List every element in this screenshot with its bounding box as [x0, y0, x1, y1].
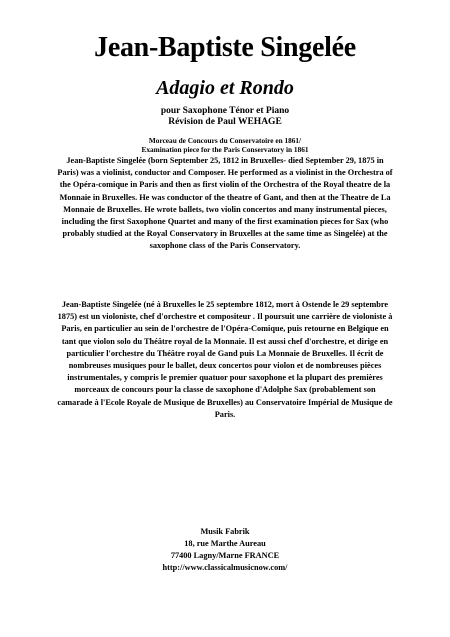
conservatory-note-fr: Morceau de Concours du Conservatoire en 1861/	[148, 136, 302, 145]
work-title: Adagio et Rondo	[156, 77, 294, 99]
revision-line: Révision de Paul WEHAGE	[168, 117, 282, 127]
publisher-block	[0, 526, 450, 574]
instrumentation-line: pour Saxophone Ténor et Piano	[160, 106, 290, 116]
publisher-website[interactable]: http://www.classicalmusicnow.com/	[162, 563, 288, 572]
conservatory-note-en: Examination piece for the Paris Conservatory in 1861	[141, 145, 309, 154]
publisher-city: 77400 Lagny/Marne FRANCE	[170, 551, 280, 560]
publisher-street: 18, rue Marthe Aureau	[184, 539, 266, 548]
composer-name: Jean-Baptiste Singelée	[94, 32, 356, 63]
biography-english: Jean-Baptiste Singelée (born September 25, 1812 in Bruxelles- died September 29, 1875 in Paris) was a violinist, conductor and Composer. He performed as a violinist in the Orchestra of the Opéra-comique in Paris and then as first violin of the Orchestra of the Royal theatre de la Monnaie in Bruxelles. He was conductor of the theatre of Gant, and then at the Theatre de La Monnaie de Bruxelles. He wrote ballets, two violin concertos and many instrumental pieces, including the first Saxophone Quartet and many of the first examination pieces for Sax (who probably studied at the Royal Conservatory in Bruxelles at the same time as Singelée) at the saxophone class of the Paris Conservatory.	[57, 156, 393, 251]
publisher-name: Musik Fabrik	[200, 527, 250, 536]
biography-french: Jean-Baptiste Singelée (né à Bruxelles le 25 septembre 1812, mort à Ostende le 29 septembre 1875) est un violoniste, chef d'orchestre et compositeur . Il poursuit une carrière de violoniste à Paris, en particulier au sein de l'orchestre de l'Opéra-Comique, puis retourne en Belgique en tant que violon solo du Théâtre royal de la Monnaie. Il est aussi chef d'orchestre, et dirige en particulier l'orchestre du Théâtre royal de Gand puis La Monnaie de Bruxelles. Il écrit de nombreuses musiques pour le ballet, deux concertos pour violon et de nombreuses pièces instrumentales, y compris le premier quatuor pour saxophone et la plupart des premières morceaux de concours pour la classe de saxophone d'Adolphe Sax (probablement son camarade à l'Ecole Royale de Musique de Bruxelles) au Conservatoire Impérial de Musique de Paris.	[57, 300, 393, 419]
